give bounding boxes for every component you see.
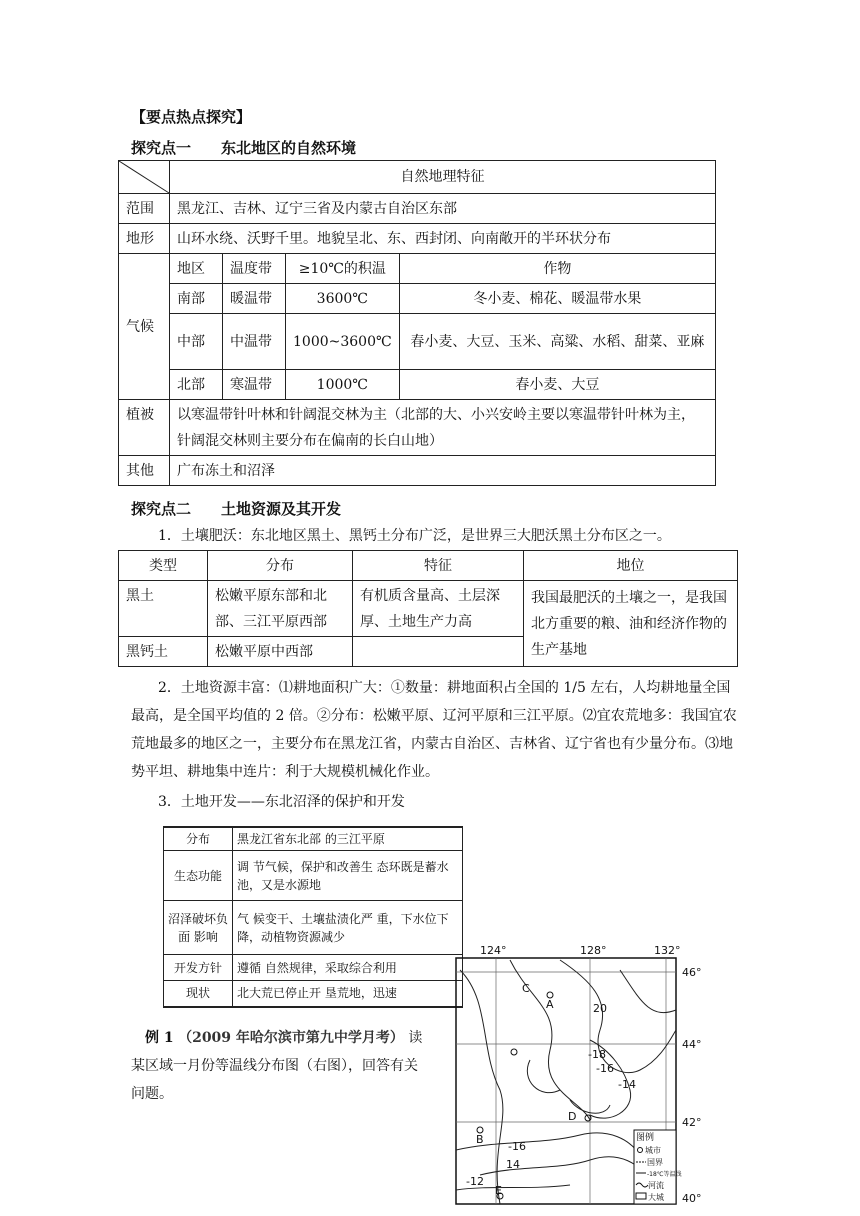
map-legend	[634, 1130, 682, 1204]
climate-cell: 中部	[170, 314, 223, 370]
climate-cell: 南部	[170, 284, 223, 314]
example-label: 例 1	[145, 1030, 174, 1046]
city-icon	[511, 1049, 517, 1055]
point1-title: 探究点一 东北地区的自然环境	[131, 139, 357, 157]
swamp-value: 黑龙江省东北部 的三江平原	[233, 827, 463, 851]
city-label: A	[546, 998, 554, 1011]
range-value: 黑龙江、吉林、辽宁三省及内蒙古自治区东部	[170, 194, 716, 224]
climate-cell: 北部	[170, 370, 223, 400]
isotherm-label: -16	[596, 1062, 614, 1075]
soil-header: 特征	[353, 551, 524, 581]
soil-table	[118, 550, 738, 667]
swamp-value: 遵循 自然规律，采取综合利用	[233, 955, 463, 981]
lon-label: 128°	[580, 944, 607, 957]
soil-header: 地位	[524, 551, 738, 581]
isotherm-label: 20	[593, 1002, 607, 1015]
lat-label: 44°	[682, 1038, 702, 1051]
example-text: 读某区域一月份等温线分布图（右图），回答有关问题。	[131, 1030, 423, 1102]
isotherm-label: -18	[588, 1048, 606, 1061]
other-value: 广布冻土和沼泽	[170, 456, 716, 486]
soil-type: 黑钙土	[119, 637, 208, 667]
lon-label: 124°	[480, 944, 507, 957]
climate-row	[119, 284, 716, 314]
climate-cell: 3600℃	[286, 284, 400, 314]
lat-label: 46°	[682, 966, 702, 979]
soil-dist: 松嫩平原中西部	[208, 637, 353, 667]
soil-header: 类型	[119, 551, 208, 581]
lat-label: 40°	[682, 1192, 702, 1205]
swamp-value: 气 候变干、土壤盐渍化严 重，下水位下降，动植物资源减少	[233, 901, 463, 955]
point2-title: 探究点二 土地资源及其开发	[131, 500, 342, 518]
soil-feature-empty	[353, 637, 524, 667]
legend-item: -18℃等温线	[647, 1171, 682, 1178]
isotherm-label: -14	[618, 1078, 636, 1091]
lat-label: 42°	[682, 1116, 702, 1129]
swamp-table-image	[163, 826, 449, 1010]
diagonal-line	[119, 161, 169, 193]
veg-label: 植被	[119, 400, 170, 456]
climate-cell: 春小麦、大豆	[399, 370, 715, 400]
isotherm-label: -12	[466, 1175, 484, 1188]
section-title: 【要点热点探究】	[131, 108, 252, 126]
soil-status: 我国最肥沃的土壤之一，是我国北方重要的粮、油和经济作物的生产基地	[524, 581, 738, 667]
legend-item: 国界	[647, 1158, 663, 1167]
climate-header: 地区	[170, 254, 223, 284]
swamp-label: 生态功能	[164, 851, 233, 901]
climate-cell: 暖温带	[223, 284, 286, 314]
city-markers	[476, 982, 591, 1199]
soil-dist: 松嫩平原东部和北部、三江平原西部	[208, 581, 353, 637]
legend-item: 大城	[648, 1193, 664, 1202]
other-label: 其他	[119, 456, 170, 486]
isotherm-map	[440, 940, 710, 1210]
range-label: 范围	[119, 194, 170, 224]
isotherm-value-labels	[466, 1002, 636, 1188]
paragraph-3: 3．土地开发——东北沼泽的保护和开发	[158, 794, 405, 810]
isotherm-label: -16	[508, 1140, 526, 1153]
climate-header: 温度带	[223, 254, 286, 284]
climate-header: 作物	[399, 254, 715, 284]
paragraph-2: 2．土地资源丰富：⑴耕地面积广大：①数量：耕地面积占全国的 1/5 左右，人均耕地量全国最高，是全国平均值的 2 倍。②分布：松嫩平原、辽河平原和三江平原。⑵宜农荒地多：我国宜农荒地最多的地区之一，主要分布在黑龙江省，内蒙古自治区、吉林省、辽宁省也有少量分布。⑶地势平坦、耕地集中连片：利于大规模机械化作业。	[131, 680, 737, 780]
soil-type: 黑土	[119, 581, 208, 637]
terrain-label: 地形	[119, 224, 170, 254]
soil-header: 分布	[208, 551, 353, 581]
header-cell: 自然地理特征	[170, 161, 716, 194]
lon-label: 132°	[654, 944, 681, 957]
example-1	[131, 1024, 423, 1108]
legend-title: 图例	[636, 1133, 655, 1143]
climate-cell: 中温带	[223, 314, 286, 370]
climate-cell: 1000~3600℃	[286, 314, 400, 370]
climate-cell: 1000℃	[286, 370, 400, 400]
climate-label: 气候	[119, 254, 170, 400]
natural-env-table	[118, 160, 716, 486]
city-label: C	[522, 982, 530, 995]
climate-cell: 冬小麦、棉花、暖温带水果	[399, 284, 715, 314]
legend-item: 城市	[645, 1146, 661, 1155]
diagonal-cell	[119, 161, 170, 194]
soil-feature: 有机质含量高、土层深厚、土地生产力高	[353, 581, 524, 637]
city-label: E	[495, 1184, 502, 1197]
example-source: （2009 年哈尔滨市第九中学月考）	[178, 1030, 404, 1046]
swamp-label: 现状	[164, 981, 233, 1007]
swamp-value: 北大荒已停止开 垦荒地，迅速	[233, 981, 463, 1007]
paragraph-1: 1．土壤肥沃：东北地区黑土、黑钙土分布广泛，是世界三大肥沃黑土分布区之一。	[158, 528, 671, 544]
legend-item: 河流	[648, 1181, 664, 1190]
city-label: B	[476, 1133, 484, 1146]
climate-row	[119, 370, 716, 400]
swamp-label: 分布	[164, 827, 233, 851]
climate-row	[119, 314, 716, 370]
climate-cell: 春小麦、大豆、玉米、高粱、水稻、甜菜、亚麻	[399, 314, 715, 370]
climate-header: ≥10℃的积温	[286, 254, 400, 284]
climate-cell: 寒温带	[223, 370, 286, 400]
terrain-value: 山环水绕、沃野千里。地貌呈北、东、西封闭、向南敞开的半环状分布	[170, 224, 716, 254]
swamp-value: 调 节气候，保护和改善生 态环既是蓄水池，又是水源地	[233, 851, 463, 901]
veg-value: 以寒温带针叶林和针阔混交林为主（北部的大、小兴安岭主要以寒温带针叶林为主，针阔混交林则主要分布在偏南的长白山地）	[170, 400, 716, 456]
city-label: D	[568, 1110, 577, 1123]
isotherm-label: 14	[506, 1158, 520, 1171]
swamp-label: 开发方针	[164, 955, 233, 981]
swamp-label: 沼泽破坏负面 影响	[164, 901, 233, 955]
